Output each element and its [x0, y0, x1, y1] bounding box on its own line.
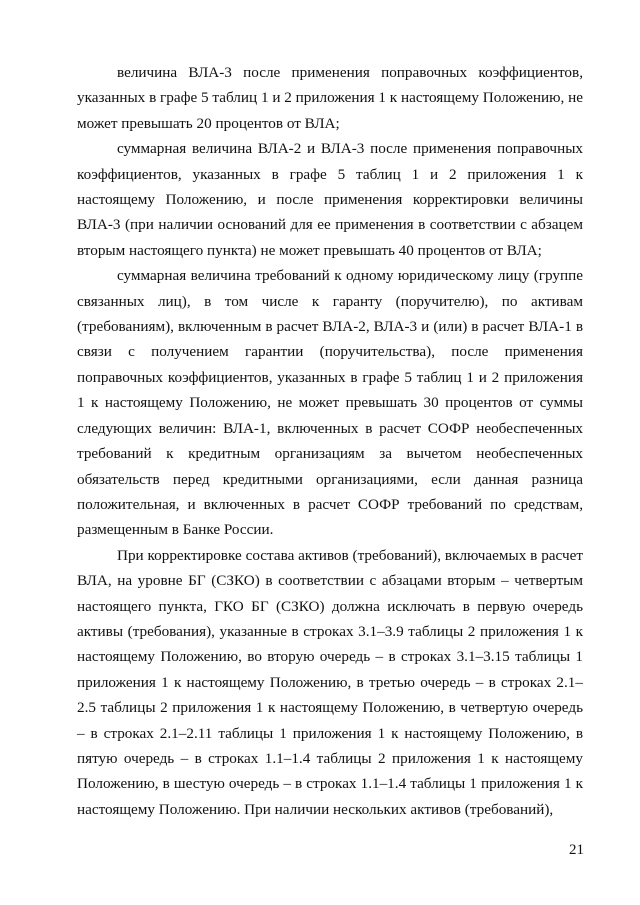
paragraph-adjustment-order: При корректировке состава активов (требований), включаемых в расчет ВЛА, на уровне БГ (СЗКО) в соответствии с абзацами вторым – четвертым настоящего пункта, ГКО БГ (СЗКО) должна исключать в первую очередь активы (требования), указанные в строках 3.1–3.9 таблицы 2 приложения 1 к настоящему Положению, во вторую очередь – в строках 3.1–3.15 таблицы 1 приложения 1 к настоящему Положению, в третью очередь – в строках 2.1–2.5 таблицы 2 приложения 1 к настоящему Положению, в четвертую очередь – в строках 2.1–2.11 таблицы 1 приложения 1 к настоящему Положению, в пятую очередь – в строках 1.1–1.4 таблицы 2 приложения 1 к настоящему Положению, в шестую очередь – в строках 1.1–1.4 таблицы 1 приложения 1 к настоящему Положению. При наличии нескольких активов (требований),	[77, 546, 583, 818]
paragraph-vla3-limit: величина ВЛА-3 после применения поправочных коэффициентов, указанных в графе 5 таблиц 1 и 2 приложения 1 к настоящему Положению, не может превышать 20 процентов от ВЛА;	[77, 64, 583, 132]
paragraph-vla2-vla3-limit: суммарная величина ВЛА-2 и ВЛА-3 после применения поправочных коэффициентов, указанных в графе 5 таблиц 1 и 2 приложения 1 к настоящему Положению, и после применения корректировки величины ВЛА-3 (при наличии оснований для ее применения в соответствии с абзацем вторым настоящего пункта) не может превышать 40 процентов от ВЛА;	[77, 140, 583, 259]
paragraph-single-entity-limit: суммарная величина требований к одному юридическому лицу (группе связанных лиц), в том числе к гаранту (поручителю), по активам (требованиям), включенным в расчет ВЛА-2, ВЛА-3 и (или) в расчет ВЛА-1 в связи с получением гарантии (поручительства), после применения поправочных коэффициентов, указанных в графе 5 таблиц 1 и 2 приложения 1 к настоящему Положению, не может превышать 30 процентов от суммы следующих величин: ВЛА-1, включенных в расчет СОФР необеспеченных требований к кредитным организациям за вычетом необеспеченных обязательств перед кредитными организациями, если данная разница положительная, и включенных в расчет СОФР требований по средствам, размещенным в Банке России.	[77, 267, 583, 539]
page-number: 21	[569, 842, 584, 858]
document-body	[77, 60, 583, 822]
